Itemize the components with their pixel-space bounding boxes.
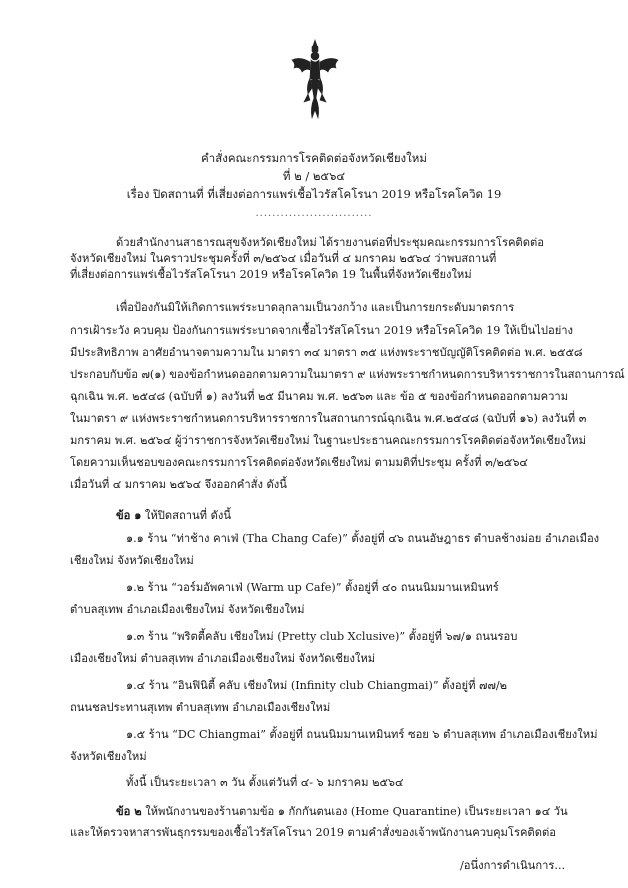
clause-1-heading bbox=[116, 507, 231, 524]
venue-5-line-1: ๑.๕ ร้าน “DC Chiangmai” ตั้งอยู่ที่ ถนนนิมมานเหมินทร์ ซอย ๖ ตำบลสุเทพ อำเภอเมืองเชียงใหม่ bbox=[126, 728, 598, 741]
clause-1-text: ให้ปิดสถานที่ ดังนี้ bbox=[141, 509, 231, 522]
venue-2-line-2: ตำบลสุเทพ อำเภอเมืองเชียงใหม่ จังหวัดเชียงใหม่ bbox=[70, 603, 305, 616]
order-number: ที่ ๒ / ๒๕๖๔ bbox=[282, 169, 346, 183]
clause-2-number: ข้อ ๒ bbox=[116, 804, 142, 818]
venue-4-line-1: ๑.๔ ร้าน “อินฟินิตี้ คลับ เชียงใหม่ (Infinity club Chiangmai)” ตั้งอยู่ที่ ๗๗/๒ bbox=[126, 679, 508, 692]
venue-1-line-1: ๑.๑ ร้าน “ท่าช้าง คาเฟ่ (Tha Chang Cafe)” ตั้งอยู่ที่ ๔๖ ถนนอัษฎาธร ตำบลช้างม่อย อำเภอเมือง bbox=[126, 532, 600, 545]
intro-line-3: ที่เสี่ยงต่อการแพร่เชื้อไวรัสโคโรนา 2019 หรือโรคโควิด 19 ในพื้นที่จังหวัดเชียงใหม่ bbox=[70, 268, 472, 281]
venue-3-line-2: เมืองเชียงใหม่ ตำบลสุเทพ อำเภอเมืองเชียงใหม่ จังหวัดเชียงใหม่ bbox=[70, 652, 376, 665]
clause-2-text: ให้พนักงานของร้านตามข้อ ๑ กักกันตนเอง (Home Quarantine) เป็นระยะเวลา ๑๔ วัน bbox=[141, 805, 568, 818]
clause-2-line-2: และให้ตรวจหาสารพันธุกรรมของเชื้อไวรัสโคโรนา 2019 ตามคำสั่งของเจ้าพนักงานควบคุมโรคติดต่อ bbox=[70, 826, 556, 839]
header-separator: ............................ bbox=[255, 208, 373, 219]
purpose-line-7: มกราคม พ.ศ. ๒๕๖๔ ผู้ว่าราชการจังหวัดเชียงใหม่ ในฐานะประธานคณะกรรมการโรคติดต่อจังหวัดเชียงใหม่ bbox=[70, 434, 586, 447]
venue-5-line-2: จังหวัดเชียงใหม่ bbox=[70, 750, 147, 763]
purpose-line-4: ประกอบกับข้อ ๗(๑) ของข้อกำหนดออกตามความในมาตรา ๙ แห่งพระราชกำหนดการบริหารราชการในสถานการณ์ bbox=[70, 368, 625, 381]
venue-1-line-2: เชียงใหม่ จังหวัดเชียงใหม่ bbox=[70, 554, 194, 567]
purpose-line-9: เมื่อวันที่ ๔ มกราคม ๒๕๖๔ จึงออกคำสั่ง ดังนี้ bbox=[70, 478, 287, 491]
intro-line-2: จังหวัดเชียงใหม่ ในคราวประชุมครั้งที่ ๓/๒๕๖๔ เมื่อวันที่ ๔ มกราคม ๒๕๖๔ ว่าพบสถานที่ bbox=[70, 252, 497, 265]
clause-2-heading bbox=[116, 803, 568, 820]
purpose-line-3: มีประสิทธิภาพ อาศัยอำนาจตามความใน มาตรา ๓๔ มาตรา ๓๕ แห่งพระราชบัญญัติโรคติดต่อ พ.ศ. ๒๕๕๘ bbox=[70, 346, 583, 359]
venue-2-line-1: ๑.๒ ร้าน “วอร์มอัพคาเฟ่ (Warm up Cafe)” ตั้งอยู่ที่ ๔๐ ถนนนิมมานเหมินทร์ bbox=[126, 581, 499, 594]
closure-period: ทั้งนี้ เป็นระยะเวลา ๓ วัน ตั้งแต่วันที่ ๔- ๖ มกราคม ๒๕๖๔ bbox=[126, 776, 404, 789]
continuation-note: /อนึ่งการดำเนินการ... bbox=[460, 859, 566, 872]
venue-4-line-2: ถนนชลประทานสุเทพ ตำบลสุเทพ อำเภอเมืองเชียงใหม่ bbox=[70, 701, 331, 714]
garuda-emblem-icon bbox=[290, 38, 340, 128]
purpose-line-8: โดยความเห็นชอบของคณะกรรมการโรคติดต่อจังหวัดเชียงใหม่ ตามมติที่ประชุม ครั้งที่ ๓/๒๕๖๔ bbox=[70, 456, 528, 469]
purpose-line-5: ฉุกเฉิน พ.ศ. ๒๕๔๘ (ฉบับที่ ๑) ลงวันที่ ๒๕ มีนาคม พ.ศ. ๒๕๖๓ และ ข้อ ๕ ของข้อกำหนดออกตามความ bbox=[70, 390, 569, 403]
intro-line-1: ด้วยสำนักงานสาธารณสุขจังหวัดเชียงใหม่ ได้รายงานต่อที่ประชุมคณะกรรมการโรคติดต่อ bbox=[116, 236, 544, 249]
order-subject: เรื่อง ปิดสถานที่ ที่เสี่ยงต่อการแพร่เชื้อไวรัสโคโรนา 2019 หรือโรคโควิด 19 bbox=[126, 187, 502, 201]
purpose-line-6: ในมาตรา ๙ แห่งพระราชกำหนดการบริหารราชการในสถานการณ์ฉุกเฉิน พ.ศ.๒๕๔๘ (ฉบับที่ ๑๖) ลงวันที่ ๓ bbox=[70, 412, 587, 425]
purpose-line-2: การเฝ้าระวัง ควบคุม ป้องกันการแพร่ระบาดจากเชื้อไวรัสโคโรนา 2019 หรือโรคโควิด 19 ให้เป็นไปอย่าง bbox=[70, 324, 574, 337]
venue-3-line-1: ๑.๓ ร้าน “พริตตี้คลับ เชียงใหม่ (Pretty club Xclusive)” ตั้งอยู่ที่ ๖๗/๑ ถนนรอบ bbox=[126, 630, 518, 643]
clause-1-number: ข้อ ๑ bbox=[116, 508, 142, 522]
purpose-line-1: เพื่อป้องกันมิให้เกิดการแพร่ระบาดลุกลามเป็นวงกว้าง และเป็นการยกระดับมาตรการ bbox=[116, 301, 515, 314]
order-title: คำสั่งคณะกรรมการโรคติดต่อจังหวัดเชียงใหม่ bbox=[201, 151, 427, 165]
